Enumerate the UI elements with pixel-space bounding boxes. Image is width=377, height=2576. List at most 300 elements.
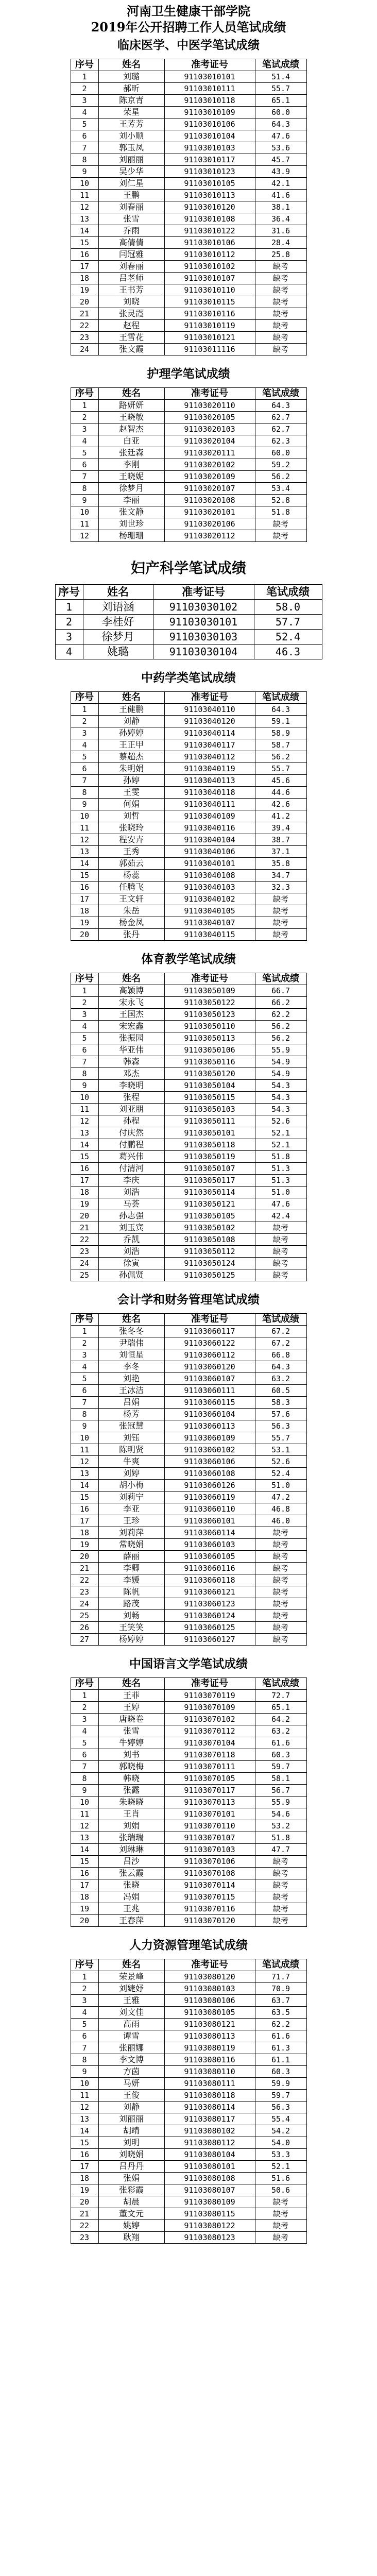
cell-name: 刘璐 [98, 71, 164, 83]
cell-serial: 17 [71, 261, 98, 273]
cell-score: 缺考 [255, 2208, 306, 2220]
cell-score: 54.3 [255, 1092, 306, 1104]
cell-exam-id: 91103050114 [164, 1187, 255, 1198]
cell-name: 刘晓 [98, 296, 164, 308]
cell-exam-id: 91103080105 [164, 2007, 255, 2019]
cell-name: 刘春丽 [98, 201, 164, 213]
table-row [71, 1586, 306, 1598]
cell-serial: 1 [71, 1971, 98, 1983]
cell-name: 白亚 [98, 435, 164, 447]
cell-name: 胡靖 [98, 2125, 164, 2137]
cell-serial: 3 [71, 95, 98, 107]
table-row [71, 799, 306, 810]
header-serial: 序号 [71, 973, 98, 985]
cell-score: 67.2 [255, 1326, 306, 1337]
cell-serial: 11 [71, 1808, 98, 1820]
table-row [71, 1068, 306, 1080]
cell-exam-id: 91103050120 [164, 1068, 255, 1080]
cell-name: 方茵 [98, 2066, 164, 2078]
cell-serial: 3 [71, 1009, 98, 1021]
cell-score: 38.7 [255, 834, 306, 846]
header-exam-id: 准考证号 [164, 388, 255, 400]
cell-exam-id: 91103060107 [164, 1373, 255, 1385]
cell-serial: 20 [71, 1551, 98, 1563]
table-row [71, 1915, 306, 1927]
cell-exam-id: 91103030102 [153, 600, 254, 615]
cell-score: 32.3 [255, 882, 306, 893]
table-row [71, 1337, 306, 1349]
cell-serial: 11 [71, 190, 98, 201]
cell-exam-id: 91103070115 [164, 1891, 255, 1903]
cell-exam-id: 91103020103 [164, 423, 255, 435]
cell-name: 张雪 [98, 213, 164, 225]
cell-exam-id: 91103080123 [164, 2232, 255, 2244]
cell-serial: 7 [71, 2042, 98, 2054]
table-row [71, 1879, 306, 1891]
cell-exam-id: 91103040101 [164, 858, 255, 870]
table-row [71, 929, 306, 941]
cell-name: 孙佩贤 [98, 1269, 164, 1281]
cell-score: 54.9 [255, 1056, 306, 1068]
cell-score: 55.9 [255, 1044, 306, 1056]
table-row [71, 1610, 306, 1622]
table-row [71, 1139, 306, 1151]
document-header [0, 1, 377, 35]
cell-name: 孙婷 [98, 775, 164, 787]
cell-exam-id: 91103060101 [164, 1515, 255, 1527]
cell-score: 缺考 [255, 1551, 306, 1563]
cell-name: 刘恒星 [98, 1349, 164, 1361]
cell-score: 53.4 [255, 483, 306, 495]
cell-exam-id: 91103040110 [164, 704, 255, 716]
table-row [71, 846, 306, 858]
cell-name: 王雪花 [98, 332, 164, 344]
cell-name: 刘玉宾 [98, 1222, 164, 1234]
cell-name: 刘小顺 [98, 130, 164, 142]
cell-score: 58.3 [255, 1397, 306, 1409]
cell-score: 53.2 [255, 1820, 306, 1832]
cell-serial: 22 [71, 1234, 98, 1246]
cell-serial: 1 [71, 985, 98, 997]
cell-name: 吕老师 [98, 273, 164, 284]
cell-score: 缺考 [255, 530, 306, 542]
table-row [71, 704, 306, 716]
cell-score: 缺考 [255, 2196, 306, 2208]
cell-score: 63.7 [255, 1995, 306, 2007]
cell-name: 冯娟 [98, 1891, 164, 1903]
cell-serial: 7 [71, 775, 98, 787]
cell-name: 王芳芳 [98, 118, 164, 130]
table-row [71, 917, 306, 929]
cell-serial: 22 [71, 320, 98, 332]
cell-serial: 10 [71, 810, 98, 822]
cell-serial: 16 [71, 2149, 98, 2161]
cell-score: 28.4 [255, 237, 306, 249]
cell-exam-id: 91103020102 [164, 459, 255, 471]
cell-serial: 13 [71, 846, 98, 858]
cell-exam-id: 91103080106 [164, 1995, 255, 2007]
cell-score: 64.3 [255, 118, 306, 130]
table-row [71, 1409, 306, 1420]
table-row [71, 1844, 306, 1856]
cell-exam-id: 91103040112 [164, 751, 255, 763]
cell-name: 杨蕊 [98, 870, 164, 882]
table-row [71, 1210, 306, 1222]
cell-score: 51.8 [255, 1151, 306, 1163]
cell-score: 缺考 [255, 1879, 306, 1891]
table-row [71, 1551, 306, 1563]
cell-exam-id: 91103040113 [164, 775, 255, 787]
cell-serial: 11 [71, 822, 98, 834]
cell-score: 60.0 [255, 107, 306, 118]
score-table [71, 691, 307, 941]
cell-serial: 2 [71, 412, 98, 423]
cell-score: 缺考 [255, 344, 306, 355]
table-row [71, 751, 306, 763]
table-row [71, 447, 306, 459]
cell-exam-id: 91103080117 [164, 2113, 255, 2125]
cell-exam-id: 91103010120 [164, 201, 255, 213]
cell-score: 64.3 [255, 1361, 306, 1373]
header-score: 笔试成绩 [255, 692, 306, 704]
table-row [71, 1797, 306, 1808]
cell-exam-id: 91103050119 [164, 1151, 255, 1163]
section-title: 体育教学笔试成绩 [141, 952, 236, 966]
cell-exam-id: 91103060116 [164, 1563, 255, 1574]
cell-score: 57.7 [254, 615, 322, 630]
table-header-row [71, 1314, 306, 1326]
table-row [71, 810, 306, 822]
cell-exam-id: 91103070106 [164, 1856, 255, 1868]
cell-exam-id: 91103050122 [164, 997, 255, 1009]
cell-serial: 5 [71, 2019, 98, 2030]
cell-exam-id: 91103080101 [164, 2161, 255, 2173]
cell-score: 35.8 [255, 858, 306, 870]
cell-name: 姚璐 [83, 645, 153, 659]
table-row [71, 1634, 306, 1646]
cell-serial: 9 [71, 1420, 98, 1432]
cell-exam-id: 91103040109 [164, 810, 255, 822]
table-row [71, 1539, 306, 1551]
table-row [71, 1104, 306, 1115]
cell-score: 52.1 [255, 2161, 306, 2173]
cell-serial: 13 [71, 1468, 98, 1480]
header-name: 姓名 [98, 1959, 164, 1971]
table-row [71, 1480, 306, 1492]
cell-score: 51.3 [255, 1175, 306, 1187]
cell-name: 张晓玲 [98, 822, 164, 834]
cell-exam-id: 91103080108 [164, 2173, 255, 2184]
table-row [71, 1773, 306, 1785]
table-row [71, 2149, 306, 2161]
cell-exam-id: 91103010106 [164, 118, 255, 130]
table-row [71, 1032, 306, 1044]
cell-score: 55.7 [255, 1432, 306, 1444]
cell-exam-id: 91103030101 [153, 615, 254, 630]
cell-serial: 5 [71, 1737, 98, 1749]
cell-serial: 18 [71, 905, 98, 917]
cell-score: 缺考 [255, 2220, 306, 2232]
table-row [71, 905, 306, 917]
cell-serial: 6 [71, 1044, 98, 1056]
cell-exam-id: 91103050113 [164, 1032, 255, 1044]
cell-score: 42.1 [255, 178, 306, 190]
cell-serial: 4 [71, 107, 98, 118]
cell-serial: 18 [71, 1891, 98, 1903]
cell-name: 刘丽丽 [98, 2113, 164, 2125]
table-row [71, 997, 306, 1009]
cell-serial: 4 [71, 1021, 98, 1032]
cell-score: 65.1 [255, 1702, 306, 1714]
cell-name: 邓杰 [98, 1068, 164, 1080]
cell-serial: 25 [71, 1610, 98, 1622]
table-row [71, 1749, 306, 1761]
cell-serial: 9 [71, 1080, 98, 1092]
table-row [71, 118, 306, 130]
cell-exam-id: 91103040119 [164, 763, 255, 775]
cell-exam-id: 91103050107 [164, 1163, 255, 1175]
cell-score: 56.3 [255, 2102, 306, 2113]
cell-score: 51.6 [255, 2173, 306, 2184]
table-row [71, 1420, 306, 1432]
cell-exam-id: 91103060120 [164, 1361, 255, 1373]
cell-score: 61.3 [255, 2042, 306, 2054]
cell-serial: 19 [71, 1903, 98, 1915]
table-row [71, 1175, 306, 1187]
cell-name: 牛爽 [98, 1456, 164, 1468]
cell-serial: 1 [55, 600, 83, 615]
cell-exam-id: 91103020107 [164, 483, 255, 495]
cell-exam-id: 91103070111 [164, 1761, 255, 1773]
cell-score: 缺考 [255, 1634, 306, 1646]
cell-serial: 22 [71, 1574, 98, 1586]
cell-exam-id: 91103060112 [164, 1349, 255, 1361]
cell-serial: 14 [71, 225, 98, 237]
table-row [71, 787, 306, 799]
table-row [71, 2113, 306, 2125]
cell-exam-id: 91103060110 [164, 1503, 255, 1515]
cell-exam-id: 91103010112 [164, 249, 255, 261]
cell-exam-id: 91103060106 [164, 1456, 255, 1468]
cell-serial: 11 [71, 2090, 98, 2102]
cell-exam-id: 91103020104 [164, 435, 255, 447]
table-row [71, 2161, 306, 2173]
cell-exam-id: 91103010106 [164, 237, 255, 249]
cell-serial: 11 [71, 1104, 98, 1115]
cell-name: 刘浩 [98, 1246, 164, 1258]
cell-score: 缺考 [255, 1903, 306, 1915]
cell-name: 张云霞 [98, 1868, 164, 1879]
cell-exam-id: 91103010119 [164, 320, 255, 332]
cell-name: 常晓娟 [98, 1539, 164, 1551]
cell-exam-id: 91103080116 [164, 2054, 255, 2066]
table-row [71, 1198, 306, 1210]
table-row [55, 645, 322, 659]
cell-serial: 21 [71, 1222, 98, 1234]
cell-score: 44.6 [255, 787, 306, 799]
table-row [71, 1574, 306, 1586]
cell-name: 刘莉宁 [98, 1492, 164, 1503]
cell-name: 刘文佳 [98, 2007, 164, 2019]
cell-exam-id: 91103080120 [164, 1971, 255, 1983]
cell-exam-id: 91103050104 [164, 1080, 255, 1092]
table-row [71, 1761, 306, 1773]
cell-serial: 15 [71, 2137, 98, 2149]
cell-serial: 10 [71, 1797, 98, 1808]
cell-serial: 6 [71, 2030, 98, 2042]
cell-exam-id: 91103070101 [164, 1808, 255, 1820]
cell-name: 牛婷婷 [98, 1737, 164, 1749]
cell-score: 43.9 [255, 166, 306, 178]
table-row [71, 1527, 306, 1539]
cell-exam-id: 91103060123 [164, 1598, 255, 1610]
score-section [0, 1939, 377, 2244]
cell-name: 任腾飞 [98, 882, 164, 893]
cell-exam-id: 91103060113 [164, 1420, 255, 1432]
cell-exam-id: 91103010102 [164, 261, 255, 273]
header-exam-id: 准考证号 [164, 59, 255, 71]
cell-name: 马荟 [98, 1198, 164, 1210]
cell-exam-id: 91103010121 [164, 332, 255, 344]
cell-exam-id: 91103050103 [164, 1104, 255, 1115]
cell-exam-id: 91103010113 [164, 190, 255, 201]
table-row [71, 237, 306, 249]
cell-serial: 12 [71, 1820, 98, 1832]
table-row [71, 1326, 306, 1337]
cell-exam-id: 91103060108 [164, 1468, 255, 1480]
section-title: 会计学和财务管理笔试成绩 [117, 1293, 260, 1307]
cell-score: 缺考 [255, 893, 306, 905]
cell-score: 缺考 [255, 308, 306, 320]
table-row [71, 213, 306, 225]
cell-exam-id: 91103070119 [164, 1690, 255, 1702]
cell-score: 54.6 [255, 1808, 306, 1820]
cell-name: 董文元 [98, 2208, 164, 2220]
cell-serial: 7 [71, 142, 98, 154]
table-row [71, 1115, 306, 1127]
cell-exam-id: 91103050112 [164, 1246, 255, 1258]
cell-name: 刘晓娟 [98, 2149, 164, 2161]
cell-score: 缺考 [255, 1891, 306, 1903]
cell-name: 李刚 [98, 459, 164, 471]
cell-score: 34.7 [255, 870, 306, 882]
cell-name: 李庆 [98, 1175, 164, 1187]
cell-name: 赵智杰 [98, 423, 164, 435]
cell-name: 王文轩 [98, 893, 164, 905]
cell-serial: 10 [71, 506, 98, 518]
table-row [71, 142, 306, 154]
cell-exam-id: 91103070113 [164, 1797, 255, 1808]
cell-name: 李晓明 [98, 1080, 164, 1092]
cell-exam-id: 91103060114 [164, 1527, 255, 1539]
cell-score: 缺考 [255, 296, 306, 308]
cell-exam-id: 91103050118 [164, 1139, 255, 1151]
cell-score: 25.8 [255, 249, 306, 261]
cell-name: 荣景峰 [98, 1971, 164, 1983]
cell-exam-id: 91103010110 [164, 284, 255, 296]
cell-name: 刘钰 [98, 1432, 164, 1444]
cell-score: 51.4 [255, 71, 306, 83]
cell-serial: 16 [71, 1163, 98, 1175]
table-row [71, 2007, 306, 2019]
cell-score: 缺考 [255, 1258, 306, 1269]
cell-exam-id: 91103070108 [164, 1868, 255, 1879]
cell-exam-id: 91103070105 [164, 1773, 255, 1785]
cell-name: 郭晓梅 [98, 1761, 164, 1773]
cell-name: 荣星 [98, 107, 164, 118]
cell-score: 56.7 [255, 1785, 306, 1797]
table-row [71, 1856, 306, 1868]
cell-serial: 6 [71, 1385, 98, 1397]
table-row [55, 630, 322, 645]
cell-exam-id: 91103060118 [164, 1574, 255, 1586]
cell-name: 张露 [98, 1785, 164, 1797]
cell-name: 付庆然 [98, 1127, 164, 1139]
cell-name: 葛兴伟 [98, 1151, 164, 1163]
cell-name: 刘浩 [98, 1187, 164, 1198]
cell-serial: 20 [71, 1915, 98, 1927]
cell-exam-id: 91103080103 [164, 1983, 255, 1995]
cell-score: 62.7 [255, 412, 306, 423]
cell-name: 张瑞瑞 [98, 1832, 164, 1844]
table-header-row [55, 585, 322, 600]
table-row [71, 435, 306, 447]
cell-exam-id: 91103010115 [164, 296, 255, 308]
cell-exam-id: 91103080104 [164, 2149, 255, 2161]
cell-score: 缺考 [255, 273, 306, 284]
table-row [71, 1598, 306, 1610]
header-exam-id: 准考证号 [153, 585, 254, 600]
cell-serial: 11 [71, 518, 98, 530]
cell-exam-id: 91103020105 [164, 412, 255, 423]
table-row [71, 225, 306, 237]
table-row [71, 1820, 306, 1832]
cell-serial: 7 [71, 1397, 98, 1409]
cell-score: 54.9 [255, 1068, 306, 1080]
cell-name: 张冠慧 [98, 1420, 164, 1432]
section-title: 妇产科学笔试成绩 [130, 560, 246, 577]
cell-score: 64.2 [255, 1714, 306, 1725]
cell-exam-id: 91103070112 [164, 1725, 255, 1737]
cell-exam-id: 91103010104 [164, 130, 255, 142]
cell-exam-id: 91103010109 [164, 107, 255, 118]
cell-exam-id: 91103020108 [164, 495, 255, 506]
table-row [71, 1187, 306, 1198]
cell-name: 徐梦月 [83, 630, 153, 645]
cell-name: 刘世珍 [98, 518, 164, 530]
cell-serial: 4 [55, 645, 83, 659]
section-title: 中国语言文学笔试成绩 [129, 1657, 248, 1671]
table-row [71, 2232, 306, 2244]
table-row [71, 2054, 306, 2066]
cell-serial: 9 [71, 799, 98, 810]
cell-exam-id: 91103010123 [164, 166, 255, 178]
cell-name: 王肖 [98, 1808, 164, 1820]
cell-serial: 13 [71, 213, 98, 225]
table-row [71, 2125, 306, 2137]
cell-name: 吕娟 [98, 1397, 164, 1409]
table-row [71, 2184, 306, 2196]
cell-serial: 14 [71, 1844, 98, 1856]
table-row [71, 1056, 306, 1068]
table-row [71, 530, 306, 542]
table-row [71, 834, 306, 846]
cell-exam-id: 91103060115 [164, 1397, 255, 1409]
cell-score: 缺考 [255, 1234, 306, 1246]
cell-name: 朱明娟 [98, 763, 164, 775]
cell-name: 杨珊珊 [98, 530, 164, 542]
cell-serial: 4 [71, 739, 98, 751]
